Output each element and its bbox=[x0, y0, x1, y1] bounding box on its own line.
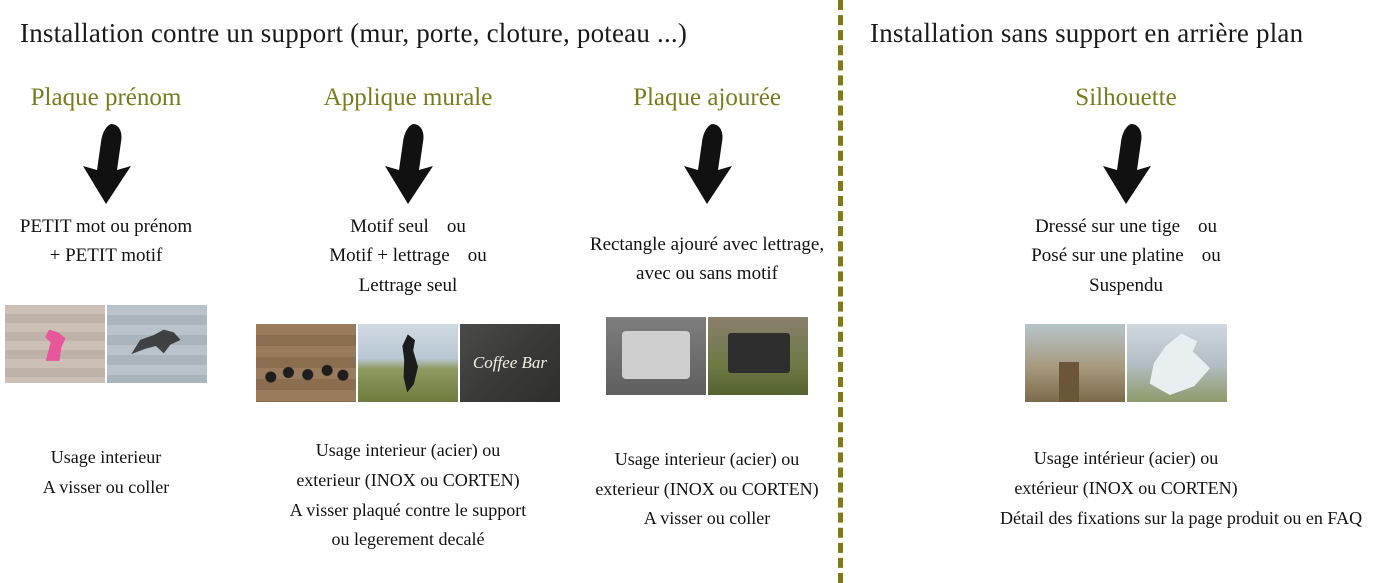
photo-plaque-prenom-hello-horse bbox=[107, 305, 207, 383]
description-or: ou bbox=[1201, 245, 1221, 267]
description-or: ou bbox=[467, 245, 487, 267]
note-line: exterieur (INOX ou CORTEN) bbox=[595, 478, 819, 499]
description-or: ou bbox=[1198, 216, 1218, 237]
note-line: A visser ou coller bbox=[42, 476, 170, 497]
column-silhouette bbox=[1000, 84, 1363, 533]
section-title-right: Installation sans support en arrière plan bbox=[870, 18, 1304, 48]
description-line: Motif seul bbox=[350, 216, 429, 237]
column-description bbox=[252, 212, 564, 300]
note-line: Usage interieur (acier) ou bbox=[614, 448, 800, 469]
column-description bbox=[582, 230, 832, 289]
description-line: + PETIT motif bbox=[49, 245, 163, 267]
description-line: Suspendu bbox=[1089, 274, 1163, 296]
photo-plaque-ajouree-herbe bbox=[708, 317, 808, 395]
note-line: exterieur (INOX ou CORTEN) bbox=[296, 470, 520, 490]
column-plaque-ajouree bbox=[582, 84, 832, 534]
photo-applique-oiseau-champ bbox=[358, 324, 458, 402]
note-line: extérieur (INOX ou CORTEN) bbox=[1014, 478, 1238, 498]
description-line: Lettrage seul bbox=[358, 274, 458, 296]
note-line: A visser plaqué contre le support bbox=[289, 499, 527, 520]
description-line: Rectangle ajouré avec lettrage, bbox=[589, 234, 825, 255]
column-plaque-prenom bbox=[0, 84, 212, 502]
dashed-divider bbox=[838, 0, 843, 583]
photo-silhouette-automne bbox=[1025, 324, 1125, 402]
column-notes bbox=[1000, 444, 1363, 533]
photo-applique-oiseaux-bois bbox=[256, 324, 356, 402]
photo-strip bbox=[582, 317, 832, 395]
curved-down-arrow-icon bbox=[1000, 116, 1252, 212]
column-description bbox=[0, 212, 212, 271]
description-line: Posé sur une platine bbox=[1031, 245, 1184, 267]
description-line: Motif + lettrage bbox=[329, 245, 450, 267]
note-line: Usage interieur bbox=[50, 446, 162, 467]
note-line: Usage intérieur (acier) ou bbox=[1033, 448, 1219, 469]
column-notes bbox=[0, 443, 212, 502]
curved-down-arrow-icon bbox=[582, 116, 832, 212]
column-heading: Silhouette bbox=[1075, 84, 1177, 111]
note-line: Usage interieur (acier) ou bbox=[315, 440, 501, 461]
curved-down-arrow-icon bbox=[0, 116, 212, 212]
curved-down-arrow-icon bbox=[252, 116, 564, 212]
note-line: Détail des fixations sur la page produit ou en FAQ bbox=[1000, 507, 1363, 528]
column-notes bbox=[582, 445, 832, 534]
photo-silhouette-oiseau bbox=[1127, 324, 1227, 402]
photo-strip bbox=[0, 305, 212, 383]
column-heading: Plaque ajourée bbox=[633, 84, 781, 111]
description-line: PETIT mot ou prénom bbox=[19, 216, 193, 237]
column-heading: Applique murale bbox=[323, 84, 493, 111]
column-notes bbox=[252, 436, 564, 555]
section-title-left: Installation contre un support (mur, porte, cloture, poteau ...) bbox=[20, 18, 688, 48]
note-line: A visser ou coller bbox=[643, 508, 771, 529]
description-or: ou bbox=[446, 216, 466, 237]
column-heading: Plaque prénom bbox=[30, 84, 182, 111]
note-line: ou legerement decalé bbox=[331, 529, 485, 550]
column-description bbox=[1000, 212, 1252, 300]
photo-plaque-ajouree-grise bbox=[606, 317, 706, 395]
column-applique-murale bbox=[252, 84, 564, 555]
description-line: avec ou sans motif bbox=[636, 263, 778, 285]
description-line: Dressé sur une tige bbox=[1034, 216, 1181, 237]
photo-strip bbox=[252, 324, 564, 402]
photo-strip bbox=[1000, 324, 1252, 402]
photo-plaque-prenom-pink-rabbit bbox=[5, 305, 105, 383]
photo-applique-coffee-bar bbox=[460, 324, 560, 402]
